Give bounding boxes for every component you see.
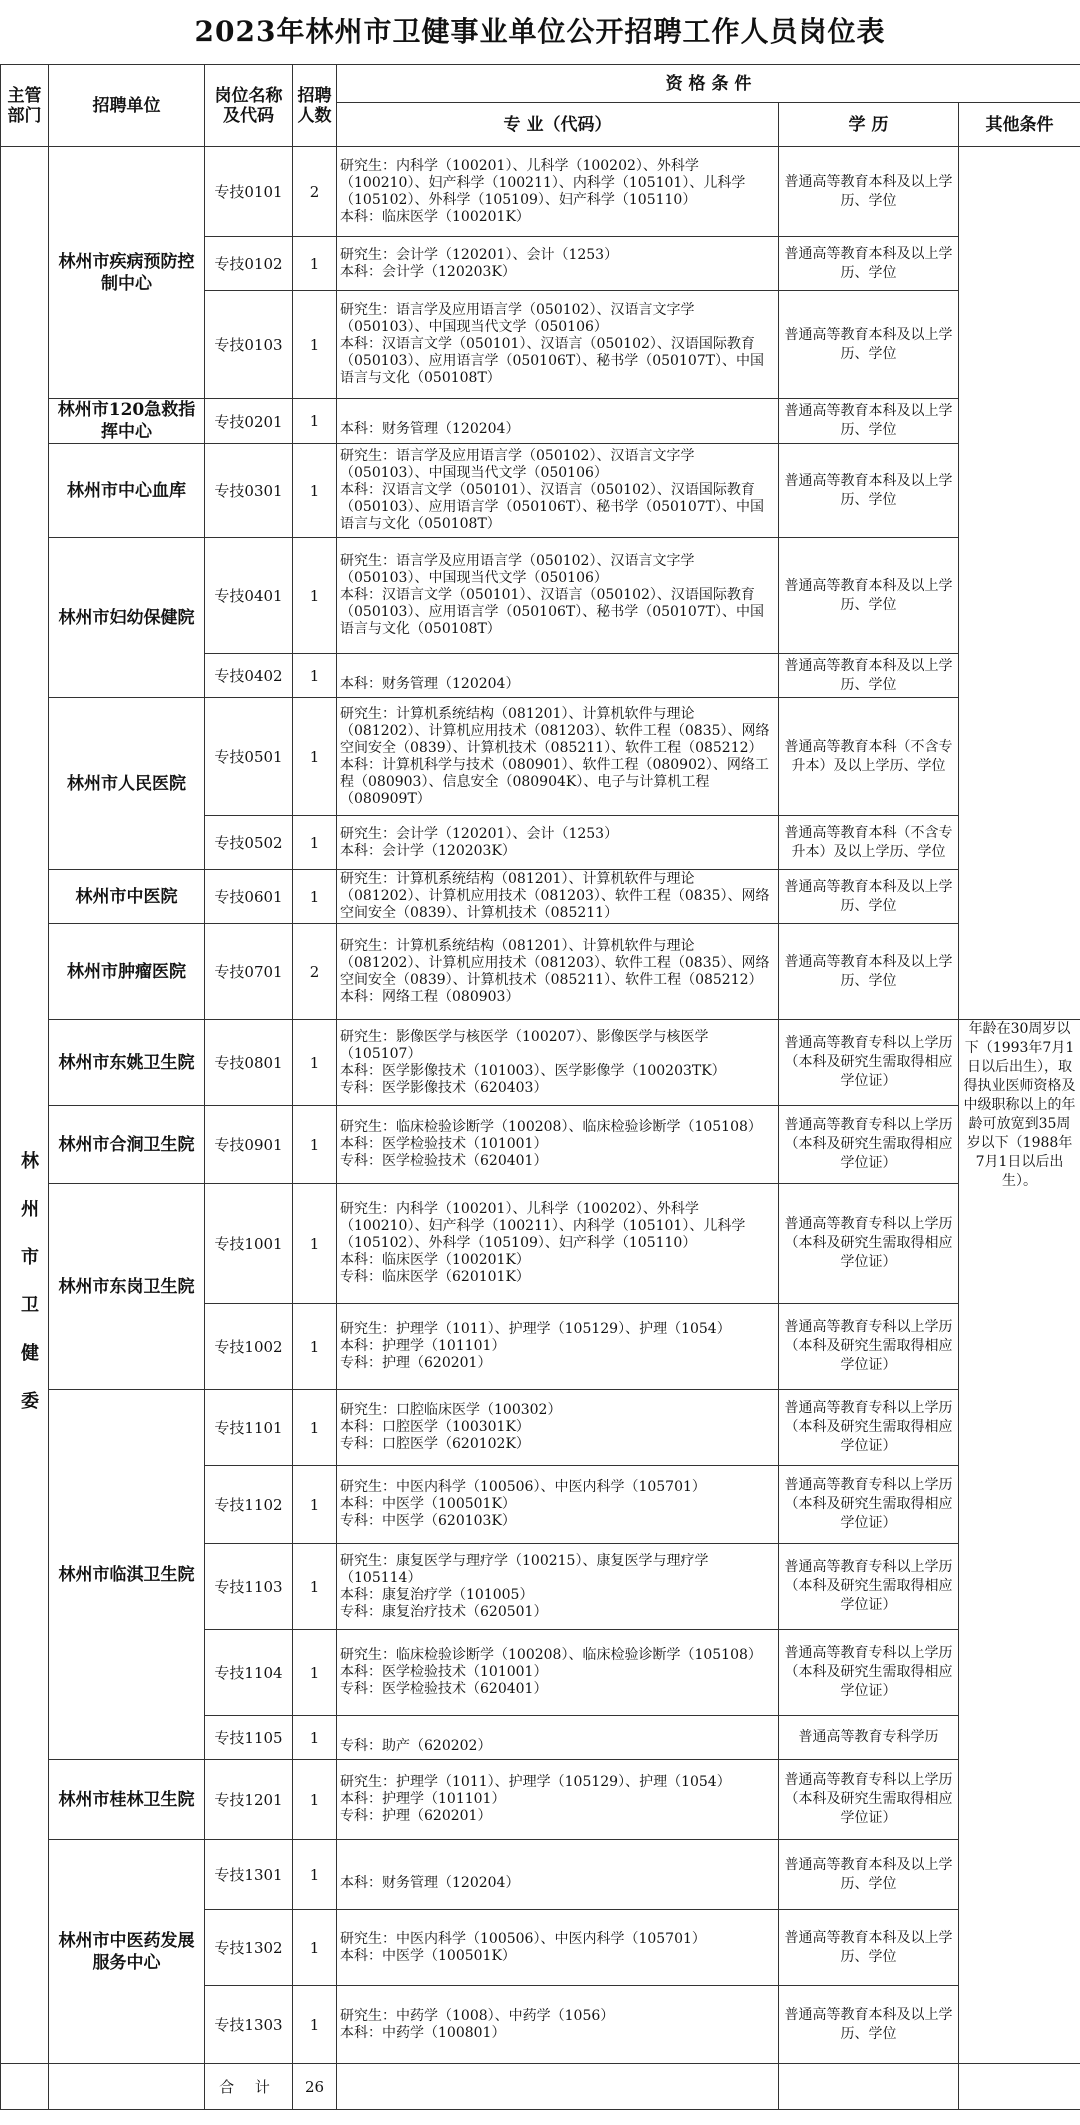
major-requirement: 研究生：护理学（1011）、护理学（105129）、护理（1054） 本科：护理学（101101） 专科：护理（620201） [337,1304,779,1390]
header-qualifications: 资 格 条 件 [337,65,1080,103]
position-count: 1 [293,1304,337,1390]
header-position: 岗位名称及代码 [205,65,293,147]
education-requirement: 普通高等教育本科及以上学历、学位 [779,147,959,237]
position-code: 专技1201 [205,1760,293,1840]
position-count: 2 [293,924,337,1020]
table-row [1,870,1080,924]
position-code: 专技1001 [205,1184,293,1304]
other-condition-empty [959,147,1080,1020]
unit-name: 林州市合涧卫生院 [49,1106,205,1184]
position-count: 1 [293,538,337,654]
header-dept: 主管部门 [1,65,49,147]
unit-name: 林州市临淇卫生院 [49,1390,205,1760]
position-count: 1 [293,1910,337,1986]
education-requirement: 普通高等教育本科及以上学历、学位 [779,870,959,924]
position-code: 专技1302 [205,1910,293,1986]
total-empty-dept [1,2064,49,2110]
position-code: 专技1102 [205,1466,293,1544]
department-name: 林州市卫健委 [18,1151,39,1439]
major-requirement: 研究生：内科学（100201）、儿科学（100202）、外科学（100210）、妇产科学（100211）、内科学（105101）、儿科学（105102）、外科学（105109）、妇产科学（105110） 本科：临床医学（100201K） [337,147,779,237]
total-empty-major [337,2064,779,2110]
education-requirement: 普通高等教育专科以上学历（本科及研究生需取得相应学位证） [779,1304,959,1390]
education-requirement: 普通高等教育本科及以上学历、学位 [779,291,959,399]
position-code: 专技0103 [205,291,293,399]
position-code: 专技1303 [205,1986,293,2064]
position-count: 1 [293,1544,337,1630]
table-row [1,1184,1080,1304]
table-row [1,1760,1080,1840]
major-requirement: 研究生：中药学（1008）、中药学（1056） 本科：中药学（100801） [337,1986,779,2064]
unit-name: 林州市中医院 [49,870,205,924]
position-code: 专技0502 [205,816,293,870]
header-count: 招聘人数 [293,65,337,147]
education-requirement: 普通高等教育专科以上学历（本科及研究生需取得相应学位证） [779,1020,959,1106]
education-requirement: 普通高等教育专科学历 [779,1716,959,1760]
position-count: 1 [293,1390,337,1466]
major-requirement: 研究生：语言学及应用语言学（050102）、汉语言文字学（050103）、中国现当代文学（050106） 本科：汉语言文学（050101）、汉语言（050102）、汉语国际教育（050103）、应用语言学（050106T）、秘书学（050107T）、中国语言与文化（050108T） [337,291,779,399]
education-requirement: 普通高等教育专科以上学历（本科及研究生需取得相应学位证） [779,1760,959,1840]
recruitment-table [0,64,1080,2110]
education-requirement: 普通高等教育本科及以上学历、学位 [779,654,959,698]
position-code: 专技0801 [205,1020,293,1106]
education-requirement: 普通高等教育本科及以上学历、学位 [779,538,959,654]
unit-name: 林州市东姚卫生院 [49,1020,205,1106]
major-requirement: 研究生：临床检验诊断学（100208）、临床检验诊断学（105108） 本科：医学检验技术（101001） 专科：医学检验技术（620401） [337,1630,779,1716]
table-row [1,924,1080,1020]
education-requirement: 普通高等教育本科及以上学历、学位 [779,399,959,444]
major-requirement: 专科：助产（620202） [337,1716,779,1760]
major-requirement: 研究生：康复医学与理疗学（100215）、康复医学与理疗学（105114） 本科：康复治疗学（101005） 专科：康复治疗技术（620501） [337,1544,779,1630]
position-count: 1 [293,237,337,291]
major-requirement: 研究生：语言学及应用语言学（050102）、汉语言文字学（050103）、中国现当代文学（050106） 本科：汉语言文学（050101）、汉语言（050102）、汉语国际教育（050103）、应用语言学（050106T）、秘书学（050107T）、中国语言与文化（050108T） [337,444,779,538]
major-requirement: 研究生：内科学（100201）、儿科学（100202）、外科学（100210）、妇产科学（100211）、内科学（105101）、儿科学（105102）、外科学（105109）、妇产科学（105110） 本科：临床医学（100201K） 专科：临床医学（620101K） [337,1184,779,1304]
major-requirement: 研究生：语言学及应用语言学（050102）、汉语言文字学（050103）、中国现当代文学（050106） 本科：汉语言文学（050101）、汉语言（050102）、汉语国际教育（050103）、应用语言学（050106T）、秘书学（050107T）、中国语言与文化（050108T） [337,538,779,654]
position-code: 专技0501 [205,698,293,816]
education-requirement: 普通高等教育本科及以上学历、学位 [779,444,959,538]
position-count: 1 [293,1184,337,1304]
education-requirement: 普通高等教育本科及以上学历、学位 [779,1840,959,1910]
position-count: 1 [293,444,337,538]
major-requirement: 研究生：中医内科学（100506）、中医内科学（105701） 本科：中医学（100501K） [337,1910,779,1986]
position-code: 专技0601 [205,870,293,924]
position-code: 专技1101 [205,1390,293,1466]
page-title: 2023年林州市卫健事业单位公开招聘工作人员岗位表 [194,15,886,48]
total-label: 合 计 [205,2064,293,2110]
position-count: 1 [293,1760,337,1840]
major-requirement: 研究生：计算机系统结构（081201）、计算机软件与理论（081202）、计算机应用技术（081203）、软件工程（0835）、网络空间安全（0839）、计算机技术（085211） [337,870,779,924]
unit-name: 林州市中医药发展服务中心 [49,1840,205,2064]
education-requirement: 普通高等教育专科以上学历（本科及研究生需取得相应学位证） [779,1466,959,1544]
major-requirement: 本科：财务管理（120204） [337,399,779,444]
education-requirement: 普通高等教育本科及以上学历、学位 [779,237,959,291]
header-major: 专 业（代码） [337,103,779,147]
position-count: 1 [293,1716,337,1760]
total-row [1,2064,1080,2110]
table-row [1,399,1080,444]
education-requirement: 普通高等教育专科以上学历（本科及研究生需取得相应学位证） [779,1106,959,1184]
major-requirement: 研究生：会计学（120201）、会计（1253） 本科：会计学（120203K） [337,237,779,291]
position-count: 1 [293,654,337,698]
total-empty-unit [49,2064,205,2110]
position-code: 专技0901 [205,1106,293,1184]
position-count: 1 [293,1840,337,1910]
table-row [1,698,1080,816]
position-count: 1 [293,1020,337,1106]
position-code: 专技0201 [205,399,293,444]
position-count: 1 [293,1106,337,1184]
position-count: 1 [293,816,337,870]
table-row [1,1020,1080,1106]
major-requirement: 研究生：影像医学与核医学（100207）、影像医学与核医学（105107） 本科：医学影像技术（101003）、医学影像学（100203TK） 专科：医学影像技术（620403） [337,1020,779,1106]
table-row [1,444,1080,538]
total-empty-other [959,2064,1080,2110]
position-code: 专技0301 [205,444,293,538]
unit-name: 林州市120急救指挥中心 [49,399,205,444]
unit-name: 林州市妇幼保健院 [49,538,205,698]
major-requirement: 本科：财务管理（120204） [337,1840,779,1910]
position-code: 专技0701 [205,924,293,1020]
position-count: 2 [293,147,337,237]
table-row [1,1390,1080,1466]
unit-name: 林州市疾病预防控制中心 [49,147,205,399]
position-count: 1 [293,1986,337,2064]
position-code: 专技0401 [205,538,293,654]
table-row [1,538,1080,654]
table-body [1,147,1080,2110]
position-count: 1 [293,291,337,399]
position-code: 专技1301 [205,1840,293,1910]
major-requirement: 研究生：会计学（120201）、会计（1253） 本科：会计学（120203K） [337,816,779,870]
major-requirement: 研究生：护理学（1011）、护理学（105129）、护理（1054） 本科：护理学（101101） 专科：护理（620201） [337,1760,779,1840]
position-count: 1 [293,399,337,444]
position-code: 专技0402 [205,654,293,698]
major-requirement: 研究生：中医内科学（100506）、中医内科学（105701） 本科：中医学（100501K） 专科：中医学（620103K） [337,1466,779,1544]
unit-name: 林州市肿瘤医院 [49,924,205,1020]
major-requirement: 研究生：临床检验诊断学（100208）、临床检验诊断学（105108） 本科：医学检验技术（101001） 专科：医学检验技术（620401） [337,1106,779,1184]
unit-name: 林州市中心血库 [49,444,205,538]
education-requirement: 普通高等教育本科（不含专升本）及以上学历、学位 [779,816,959,870]
education-requirement: 普通高等教育专科以上学历（本科及研究生需取得相应学位证） [779,1390,959,1466]
education-requirement: 普通高等教育专科以上学历（本科及研究生需取得相应学位证） [779,1544,959,1630]
unit-name: 林州市东岗卫生院 [49,1184,205,1390]
header-unit: 招聘单位 [49,65,205,147]
other-condition [959,1020,1080,2064]
unit-name: 林州市桂林卫生院 [49,1760,205,1840]
position-code: 专技0101 [205,147,293,237]
table-row [1,1840,1080,1910]
table-row [1,147,1080,237]
position-count: 1 [293,698,337,816]
major-requirement: 研究生：口腔临床医学（100302） 本科：口腔医学（100301K） 专科：口腔医学（620102K） [337,1390,779,1466]
education-requirement: 普通高等教育本科（不含专升本）及以上学历、学位 [779,698,959,816]
position-code: 专技1104 [205,1630,293,1716]
major-requirement: 研究生：计算机系统结构（081201）、计算机软件与理论（081202）、计算机应用技术（081203）、软件工程（0835）、网络空间安全（0839）、计算机技术（085211）、软件工程（085212） 本科：网络工程（080903） [337,924,779,1020]
position-count: 1 [293,1630,337,1716]
position-count: 1 [293,1466,337,1544]
header-education: 学 历 [779,103,959,147]
total-count: 26 [293,2064,337,2110]
education-requirement: 普通高等教育专科以上学历（本科及研究生需取得相应学位证） [779,1630,959,1716]
position-code: 专技1105 [205,1716,293,1760]
position-code: 专技1103 [205,1544,293,1630]
education-requirement: 普通高等教育本科及以上学历、学位 [779,1910,959,1986]
major-requirement: 研究生：计算机系统结构（081201）、计算机软件与理论（081202）、计算机应用技术（081203）、软件工程（0835）、网络空间安全（0839）、计算机技术（085211）、软件工程（085212） 本科：计算机科学与技术（080901）、软件工程（080902）、网络工程（080903）、信息安全（080904K）、电子与计算机工程（080909T） [337,698,779,816]
department-cell [1,147,49,2064]
position-count: 1 [293,870,337,924]
education-requirement: 普通高等教育专科以上学历（本科及研究生需取得相应学位证） [779,1184,959,1304]
education-requirement: 普通高等教育本科及以上学历、学位 [779,1986,959,2064]
header-other: 其他条件 [959,103,1080,147]
total-empty-edu [779,2064,959,2110]
table-row [1,1106,1080,1184]
major-requirement: 本科：财务管理（120204） [337,654,779,698]
education-requirement: 普通高等教育本科及以上学历、学位 [779,924,959,1020]
other-condition-text: 年龄在30周岁以下（1993年7月1日以后出生），取得执业医师资格及中级职称以上的年龄可放宽到35周岁以下（1988年7月1日以后出生）。 [963,1021,1076,1189]
position-code: 专技0102 [205,237,293,291]
unit-name: 林州市人民医院 [49,698,205,870]
position-code: 专技1002 [205,1304,293,1390]
